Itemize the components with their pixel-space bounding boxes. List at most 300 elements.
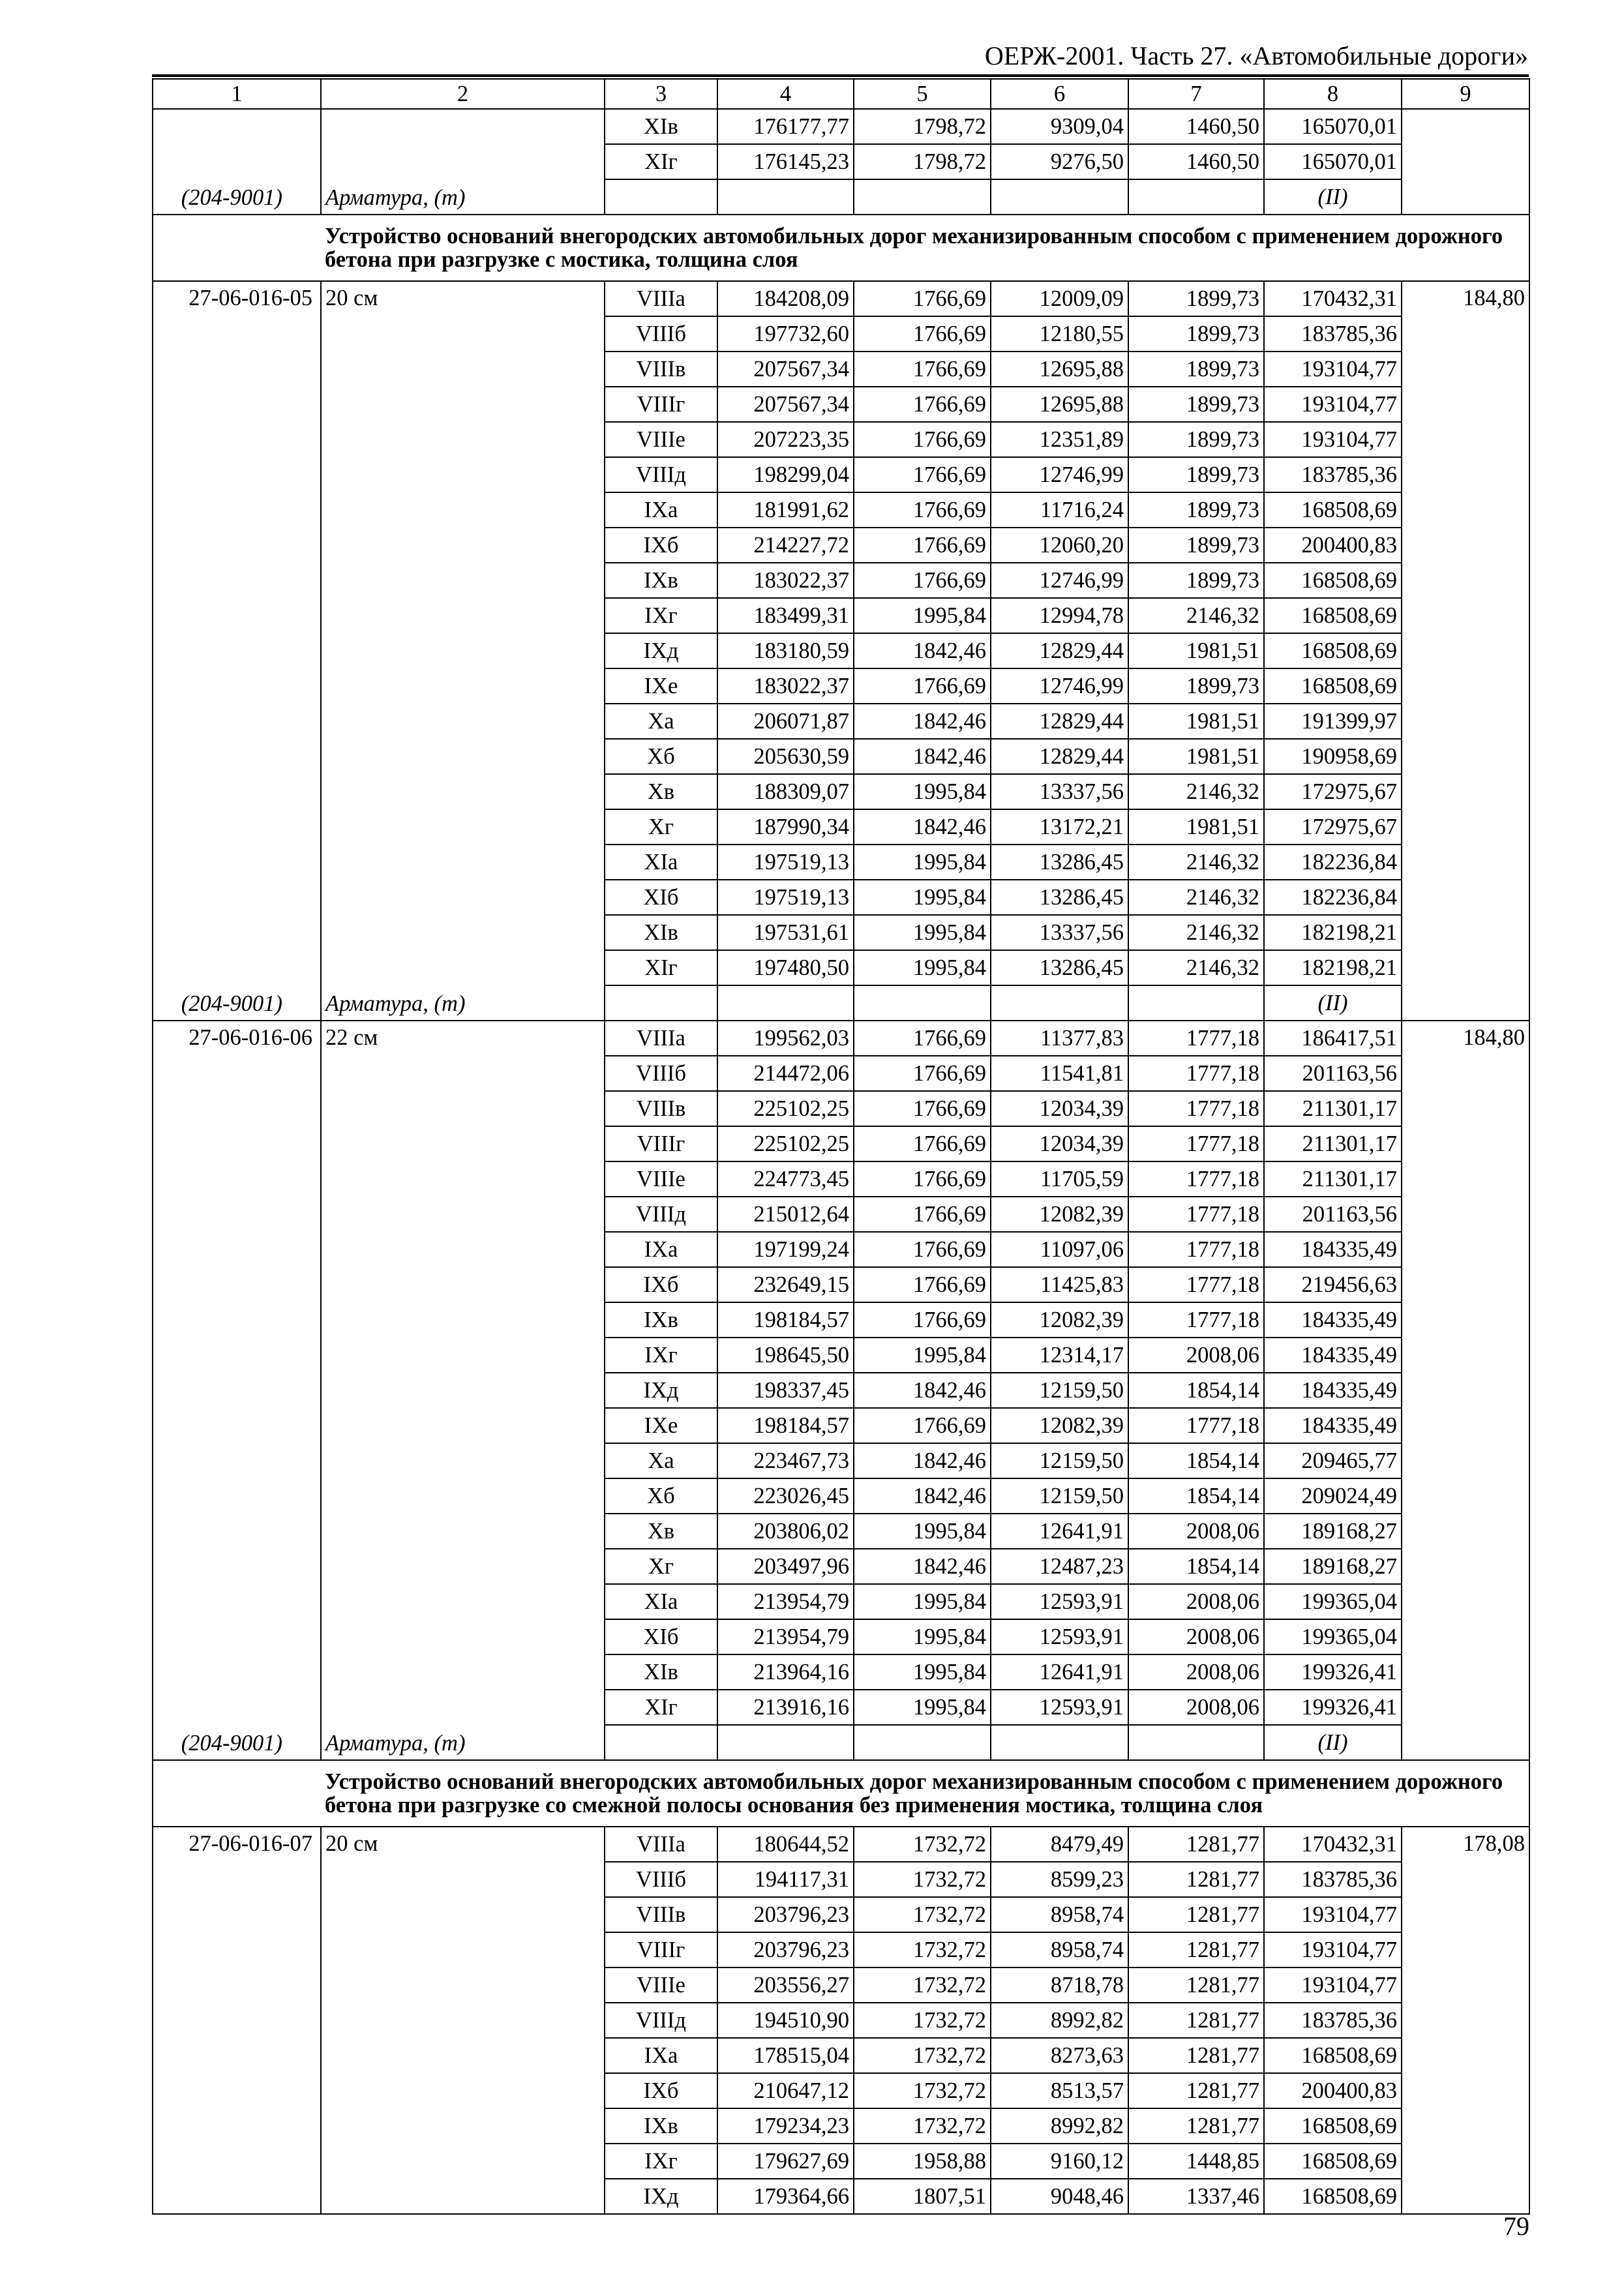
value-cell: 1995,84 (854, 1514, 991, 1549)
value-cell: 184335,49 (1264, 1408, 1402, 1443)
value-cell: 12060,20 (991, 528, 1128, 563)
value-cell: 176145,23 (717, 144, 854, 179)
cell-box (322, 1827, 604, 2213)
value-cell: 1842,46 (854, 1443, 991, 1478)
zone-cell: Xа (605, 1443, 717, 1478)
col9-cell (1402, 1827, 1529, 2214)
column-number: 2 (321, 79, 605, 109)
value-cell: 225102,25 (717, 1126, 854, 1161)
column-number: 1 (153, 79, 321, 109)
value-cell: 8479,49 (991, 1827, 1128, 1862)
value-cell: 1995,84 (854, 1338, 991, 1373)
cell-box (322, 110, 604, 214)
col9-cell (1402, 281, 1529, 1021)
header-rule (152, 74, 1529, 77)
zone-cell: XIа (605, 1584, 717, 1619)
value-cell: 207567,34 (717, 352, 854, 387)
zone-cell: VIIIб (605, 316, 717, 352)
value-cell: 1842,46 (854, 809, 991, 845)
value-cell: 182236,84 (1264, 880, 1402, 915)
value-cell: 13286,45 (991, 845, 1128, 880)
armature-code: (204-9001) (181, 1731, 282, 1756)
value-cell: 1766,69 (854, 1408, 991, 1443)
zone-cell: IXг (605, 598, 717, 633)
armature-value: (II) (1264, 985, 1402, 1021)
value-cell: 1281,77 (1128, 1932, 1264, 1967)
armature-code: (204-9001) (181, 185, 282, 210)
value-cell: 12180,55 (991, 316, 1128, 352)
value-cell: 2008,06 (1128, 1619, 1264, 1654)
zone-cell: VIIIв (605, 1897, 717, 1932)
value-cell: 1899,73 (1128, 352, 1264, 387)
value-cell: 193104,77 (1264, 1967, 1402, 2003)
empty-cell (991, 179, 1128, 215)
value-cell: 1899,73 (1128, 422, 1264, 457)
zone-cell: XIв (605, 1654, 717, 1690)
value-cell: 12034,39 (991, 1091, 1128, 1126)
value-cell: 181991,62 (717, 492, 854, 528)
zone-cell: IXа (605, 1232, 717, 1267)
value-cell: 1281,77 (1128, 1827, 1264, 1862)
armature-value: (II) (1264, 1725, 1402, 1760)
value-cell: 211301,17 (1264, 1126, 1402, 1161)
value-cell: 1766,69 (854, 563, 991, 598)
zone-cell: IXа (605, 2038, 717, 2073)
value-cell: 1854,14 (1128, 1373, 1264, 1408)
column-number: 5 (854, 79, 991, 109)
value-cell: 12994,78 (991, 598, 1128, 633)
value-cell: 8992,82 (991, 2108, 1128, 2144)
value-cell: 1732,72 (854, 1932, 991, 1967)
page-header: ОЕРЖ-2001. Часть 27. «Автомобильные дороги» (985, 41, 1528, 70)
zone-cell: IXв (605, 563, 717, 598)
value-cell: 198645,50 (717, 1338, 854, 1373)
value-cell: 225102,25 (717, 1091, 854, 1126)
value-cell: 182236,84 (1264, 845, 1402, 880)
value-cell: 12314,17 (991, 1338, 1128, 1373)
value-cell: 1766,69 (854, 387, 991, 422)
section-title: Устройство оснований внегородских автомобильных дорог механизированным способом с применением дорожного бетона при разгрузке с мостика, толщина слоя (321, 215, 1529, 281)
value-cell: 203497,96 (717, 1549, 854, 1584)
value-cell: 2146,32 (1128, 915, 1264, 950)
value-cell: 183180,59 (717, 633, 854, 668)
value-cell: 1777,18 (1128, 1056, 1264, 1091)
page-number: 79 (1503, 2211, 1529, 2241)
value-cell: 1899,73 (1128, 563, 1264, 598)
cell-box (1402, 110, 1529, 214)
zone-cell: VIIIб (605, 1862, 717, 1897)
value-cell: 165070,01 (1264, 144, 1402, 179)
zone-cell: Xб (605, 1478, 717, 1514)
zone-cell: IXе (605, 668, 717, 704)
value-cell: 1766,69 (854, 668, 991, 704)
value-cell: 200400,83 (1264, 2073, 1402, 2108)
zone-cell: VIIIд (605, 1197, 717, 1232)
value-cell: 1281,77 (1128, 1862, 1264, 1897)
value-cell: 1777,18 (1128, 1408, 1264, 1443)
zone-cell: XIв (605, 915, 717, 950)
norm-name: 20 см (325, 1831, 378, 1856)
value-cell: 200400,83 (1264, 528, 1402, 563)
zone-cell: IXб (605, 528, 717, 563)
value-cell: 209024,49 (1264, 1478, 1402, 1514)
value-cell: 1766,69 (854, 1021, 991, 1056)
zone-cell: VIIIб (605, 1056, 717, 1091)
zone-cell: VIIIв (605, 1091, 717, 1126)
value-cell: 198184,57 (717, 1302, 854, 1338)
value-cell: 214227,72 (717, 528, 854, 563)
value-cell: 12829,44 (991, 633, 1128, 668)
empty-cell (717, 179, 854, 215)
value-cell: 9160,12 (991, 2144, 1128, 2179)
table-row (153, 1827, 1529, 1862)
value-cell: 12034,39 (991, 1126, 1128, 1161)
value-cell: 1448,85 (1128, 2144, 1264, 2179)
value-cell: 8513,57 (991, 2073, 1128, 2108)
value-cell: 170432,31 (1264, 281, 1402, 316)
empty-cell (717, 985, 854, 1021)
zone-cell: VIIIг (605, 1126, 717, 1161)
value-cell: 197732,60 (717, 316, 854, 352)
value-cell: 12159,50 (991, 1443, 1128, 1478)
empty-cell (854, 1725, 991, 1760)
value-cell: 1899,73 (1128, 668, 1264, 704)
zone-cell: XIб (605, 1619, 717, 1654)
value-cell: 12159,50 (991, 1373, 1128, 1408)
norm-name-cell (321, 1827, 605, 2214)
value-cell: 193104,77 (1264, 387, 1402, 422)
value-cell: 1842,46 (854, 633, 991, 668)
value-cell: 12746,99 (991, 563, 1128, 598)
value-cell: 1281,77 (1128, 2073, 1264, 2108)
value-cell: 232649,15 (717, 1267, 854, 1302)
value-cell: 168508,69 (1264, 563, 1402, 598)
value-cell: 9048,46 (991, 2179, 1128, 2214)
value-cell: 1777,18 (1128, 1161, 1264, 1197)
value-cell: 207567,34 (717, 387, 854, 422)
cell-box (153, 282, 320, 1020)
table-row (153, 281, 1529, 316)
value-cell: 1766,69 (854, 1091, 991, 1126)
value-cell: 189168,27 (1264, 1514, 1402, 1549)
value-cell: 11425,83 (991, 1267, 1128, 1302)
empty-cell (991, 1725, 1128, 1760)
value-cell: 198337,45 (717, 1373, 854, 1408)
section-title: Устройство оснований внегородских автомобильных дорог механизированным способом с применением дорожного бетона при разгрузке со смежной полосы основания без применения мостика, толщина слоя (321, 1760, 1529, 1827)
value-cell: 168508,69 (1264, 598, 1402, 633)
value-cell: 11541,81 (991, 1056, 1128, 1091)
norm-name-cell (321, 281, 605, 1021)
value-cell: 1807,51 (854, 2179, 991, 2214)
value-cell: 197519,13 (717, 845, 854, 880)
norm-name-cell (321, 109, 605, 215)
value-cell: 199562,03 (717, 1021, 854, 1056)
value-cell: 1732,72 (854, 1967, 991, 2003)
zone-cell: Xв (605, 774, 717, 809)
value-cell: 178515,04 (717, 2038, 854, 2073)
value-cell: 1854,14 (1128, 1478, 1264, 1514)
value-cell: 1732,72 (854, 1897, 991, 1932)
norm-name: 22 см (325, 1025, 378, 1050)
value-cell: 223467,73 (717, 1443, 854, 1478)
value-cell: 13337,56 (991, 915, 1128, 950)
value-cell: 1842,46 (854, 704, 991, 739)
value-cell: 206071,87 (717, 704, 854, 739)
value-cell: 1766,69 (854, 457, 991, 492)
value-cell: 1995,84 (854, 845, 991, 880)
value-cell: 197480,50 (717, 950, 854, 985)
value-cell: 1995,84 (854, 1690, 991, 1725)
value-cell: 1281,77 (1128, 1967, 1264, 2003)
norm-code-cell (153, 1827, 321, 2214)
empty-cell (1128, 179, 1264, 215)
value-cell: 12351,89 (991, 422, 1128, 457)
zone-cell: VIIIг (605, 387, 717, 422)
zone-cell: IXг (605, 2144, 717, 2179)
zone-cell: IXа (605, 492, 717, 528)
value-cell: 12746,99 (991, 668, 1128, 704)
zone-cell: VIIIа (605, 281, 717, 316)
cell-box (1402, 282, 1529, 1020)
value-cell: 199365,04 (1264, 1584, 1402, 1619)
value-cell: 209465,77 (1264, 1443, 1402, 1478)
zone-cell: Xг (605, 809, 717, 845)
value-cell: 224773,45 (717, 1161, 854, 1197)
zone-cell: VIIIе (605, 422, 717, 457)
value-cell: 183785,36 (1264, 2003, 1402, 2038)
col9-cell (1402, 109, 1529, 215)
empty-cell (1128, 1725, 1264, 1760)
value-cell: 198299,04 (717, 457, 854, 492)
value-cell: 1766,69 (854, 281, 991, 316)
value-cell: 9276,50 (991, 144, 1128, 179)
value-cell: 168508,69 (1264, 2144, 1402, 2179)
cell-box (1402, 1827, 1529, 2213)
value-cell: 203796,23 (717, 1897, 854, 1932)
value-cell: 1766,69 (854, 1161, 991, 1197)
value-cell: 1842,46 (854, 739, 991, 774)
zone-cell: IXе (605, 1408, 717, 1443)
value-cell: 12082,39 (991, 1408, 1128, 1443)
value-cell: 8992,82 (991, 2003, 1128, 2038)
table-row (153, 109, 1529, 144)
value-cell: 168508,69 (1264, 2179, 1402, 2214)
value-cell: 11716,24 (991, 492, 1128, 528)
value-cell: 12082,39 (991, 1197, 1128, 1232)
norm-code: 27-06-016-07 (188, 1831, 312, 1856)
value-cell: 211301,17 (1264, 1161, 1402, 1197)
value-cell: 1777,18 (1128, 1021, 1264, 1056)
value-cell: 12487,23 (991, 1549, 1128, 1584)
value-cell: 211301,17 (1264, 1091, 1402, 1126)
empty-cell (153, 1760, 321, 1827)
value-cell: 1766,69 (854, 492, 991, 528)
value-cell: 12593,91 (991, 1619, 1128, 1654)
col9-value: 184,80 (1463, 1025, 1525, 1050)
value-cell: 187990,34 (717, 809, 854, 845)
value-cell: 186417,51 (1264, 1021, 1402, 1056)
value-cell: 1777,18 (1128, 1267, 1264, 1302)
value-cell: 184335,49 (1264, 1338, 1402, 1373)
value-cell: 197199,24 (717, 1232, 854, 1267)
value-cell: 182198,21 (1264, 915, 1402, 950)
value-cell: 184335,49 (1264, 1373, 1402, 1408)
value-cell: 213954,79 (717, 1584, 854, 1619)
zone-cell: IXв (605, 1302, 717, 1338)
value-cell: 1798,72 (854, 144, 991, 179)
value-cell: 188309,07 (717, 774, 854, 809)
value-cell: 183022,37 (717, 563, 854, 598)
cell-box (1402, 1021, 1529, 1759)
value-cell: 223026,45 (717, 1478, 854, 1514)
zone-cell: Xг (605, 1549, 717, 1584)
value-cell: 2146,32 (1128, 845, 1264, 880)
value-cell: 12082,39 (991, 1302, 1128, 1338)
value-cell: 1899,73 (1128, 316, 1264, 352)
value-cell: 201163,56 (1264, 1056, 1402, 1091)
empty-cell (991, 985, 1128, 1021)
value-cell: 214472,06 (717, 1056, 854, 1091)
value-cell: 1766,69 (854, 528, 991, 563)
value-cell: 1981,51 (1128, 704, 1264, 739)
value-cell: 179364,66 (717, 2179, 854, 2214)
value-cell: 1995,84 (854, 1654, 991, 1690)
empty-cell (854, 179, 991, 215)
value-cell: 189168,27 (1264, 1549, 1402, 1584)
column-number: 3 (605, 79, 717, 109)
empty-cell (605, 1725, 717, 1760)
col9-cell (1402, 1021, 1529, 1760)
value-cell: 1899,73 (1128, 492, 1264, 528)
armature-value: (II) (1264, 179, 1402, 215)
value-cell: 12641,91 (991, 1654, 1128, 1690)
value-cell: 170432,31 (1264, 1827, 1402, 1862)
value-cell: 11705,59 (991, 1161, 1128, 1197)
value-cell: 1460,50 (1128, 144, 1264, 179)
zone-cell: VIIIг (605, 1932, 717, 1967)
section-title-row (153, 215, 1529, 281)
value-cell: 13337,56 (991, 774, 1128, 809)
value-cell: 213954,79 (717, 1619, 854, 1654)
value-cell: 1854,14 (1128, 1549, 1264, 1584)
zone-cell: Xа (605, 704, 717, 739)
value-cell: 182198,21 (1264, 950, 1402, 985)
zone-cell: VIIIа (605, 1827, 717, 1862)
value-cell: 1766,69 (854, 352, 991, 387)
zone-cell: XIг (605, 1690, 717, 1725)
norm-code-cell (153, 1021, 321, 1760)
zone-cell: VIIIд (605, 457, 717, 492)
value-cell: 1995,84 (854, 774, 991, 809)
zone-cell: XIв (605, 109, 717, 144)
value-cell: 183785,36 (1264, 316, 1402, 352)
value-cell: 8958,74 (991, 1897, 1128, 1932)
value-cell: 1281,77 (1128, 1897, 1264, 1932)
value-cell: 12695,88 (991, 387, 1128, 422)
value-cell: 207223,35 (717, 422, 854, 457)
value-cell: 179234,23 (717, 2108, 854, 2144)
value-cell: 1981,51 (1128, 739, 1264, 774)
value-cell: 193104,77 (1264, 1932, 1402, 1967)
value-cell: 199326,41 (1264, 1654, 1402, 1690)
value-cell: 1766,69 (854, 1197, 991, 1232)
value-cell: 1777,18 (1128, 1126, 1264, 1161)
value-cell: 194117,31 (717, 1862, 854, 1897)
col9-value: 178,08 (1463, 1831, 1525, 1856)
value-cell: 2008,06 (1128, 1584, 1264, 1619)
zone-cell: XIг (605, 144, 717, 179)
armature-label: Арматура, (т) (325, 185, 466, 210)
cell-box (153, 110, 320, 214)
norm-name-cell (321, 1021, 605, 1760)
column-number: 4 (717, 79, 854, 109)
value-cell: 1995,84 (854, 915, 991, 950)
value-cell: 203556,27 (717, 1967, 854, 2003)
value-cell: 183785,36 (1264, 457, 1402, 492)
value-cell: 172975,67 (1264, 774, 1402, 809)
value-cell: 1281,77 (1128, 2003, 1264, 2038)
value-cell: 2146,32 (1128, 880, 1264, 915)
zone-cell: IXв (605, 2108, 717, 2144)
value-cell: 1777,18 (1128, 1091, 1264, 1126)
value-cell: 1899,73 (1128, 528, 1264, 563)
armature-code: (204-9001) (181, 991, 282, 1016)
value-cell: 1777,18 (1128, 1232, 1264, 1267)
armature-label: Арматура, (т) (325, 1731, 466, 1756)
value-cell: 2146,32 (1128, 950, 1264, 985)
value-cell: 13286,45 (991, 950, 1128, 985)
column-number: 9 (1402, 79, 1529, 109)
value-cell: 191399,97 (1264, 704, 1402, 739)
value-cell: 11097,06 (991, 1232, 1128, 1267)
zone-cell: IXг (605, 1338, 717, 1373)
value-cell: 1766,69 (854, 1302, 991, 1338)
value-cell: 2008,06 (1128, 1338, 1264, 1373)
value-cell: 12159,50 (991, 1478, 1128, 1514)
zone-cell: VIIIв (605, 352, 717, 387)
zone-cell: IXд (605, 1373, 717, 1408)
value-cell: 1732,72 (854, 2073, 991, 2108)
value-cell: 179627,69 (717, 2144, 854, 2179)
empty-cell (854, 985, 991, 1021)
value-cell: 1777,18 (1128, 1302, 1264, 1338)
value-cell: 201163,56 (1264, 1197, 1402, 1232)
value-cell: 1766,69 (854, 1267, 991, 1302)
value-cell: 1899,73 (1128, 281, 1264, 316)
table-row (153, 1021, 1529, 1056)
section-title-row (153, 1760, 1529, 1827)
column-number: 6 (991, 79, 1128, 109)
value-cell: 2008,06 (1128, 1654, 1264, 1690)
value-cell: 2146,32 (1128, 774, 1264, 809)
value-cell: 1899,73 (1128, 387, 1264, 422)
value-cell: 213964,16 (717, 1654, 854, 1690)
value-cell: 183499,31 (717, 598, 854, 633)
value-cell: 183785,36 (1264, 1862, 1402, 1897)
value-cell: 1842,46 (854, 1549, 991, 1584)
value-cell: 205630,59 (717, 739, 854, 774)
empty-cell (717, 1725, 854, 1760)
value-cell: 168508,69 (1264, 633, 1402, 668)
value-cell: 172975,67 (1264, 809, 1402, 845)
value-cell: 1732,72 (854, 1862, 991, 1897)
value-cell: 197531,61 (717, 915, 854, 950)
norm-code: 27-06-016-06 (188, 1025, 312, 1050)
value-cell: 1766,69 (854, 1232, 991, 1267)
value-cell: 1981,51 (1128, 633, 1264, 668)
value-cell: 193104,77 (1264, 422, 1402, 457)
cell-box (153, 1827, 320, 2213)
